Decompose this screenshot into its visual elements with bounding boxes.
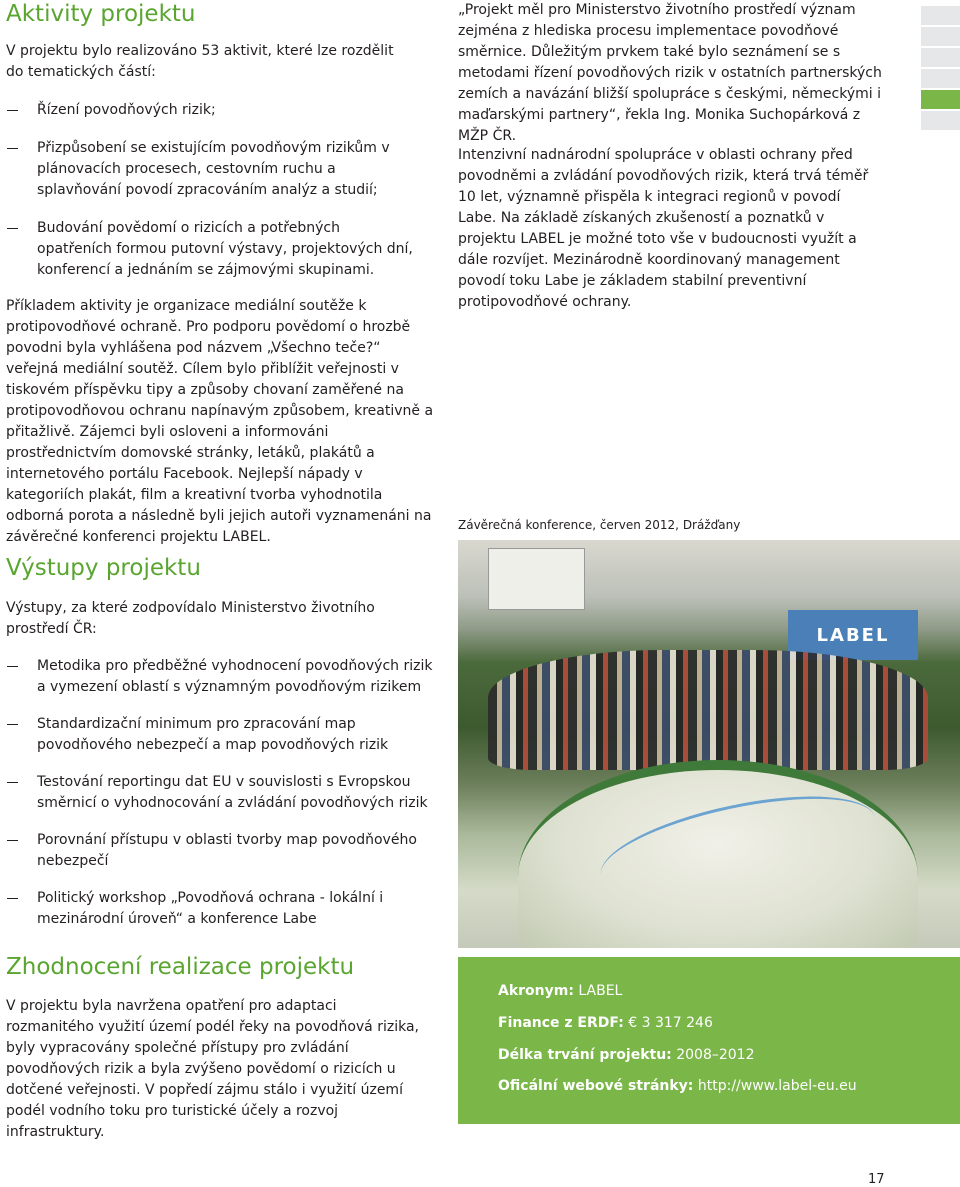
project-info-box (458, 957, 960, 1124)
section-tab (921, 27, 960, 46)
web-row (498, 1076, 857, 1096)
delka-row (498, 1045, 754, 1065)
conference-photo (458, 540, 960, 948)
aktivity-list (6, 100, 418, 281)
aktivity-paragraph: Příkladem aktivity je organizace mediální soutěže k protipovodňové ochraně. Pro podporu povědomí o hrozbě povodni byla vyhlášena pod názvem „Všechno teče?“ veřejná mediální soutěž. Cílem bylo přiblížit veřejnosti v tiskovém příspěvku tipy a způsoby chovaní zaměřené na protipovodňovou ochranu napínavým způsobem, kreativně a přitažlivě. Zájemci byli osloveni a informováni prostřednictvím domovské stránky, letáků, plakátů a internetového portálu Facebook. Nejlepší nápady v kategoriích plakát, film a kreativní tvorba vyhodnotila odborná porota a následně byli jejich autoři vyznamenáni na závěrečné konferenci projektu LABEL. (6, 298, 434, 545)
delka-value: 2008–2012 (676, 1047, 755, 1063)
cooperation-paragraph: Intenzivní nadnárodní spolupráce v oblasti ochrany před povodněmi a zvládání povodňových rizik, která trvá téměř 10 let, významně přispěla k integraci regionů v povodí Labe. Na základě získaných zkušeností a poznatků v projektu LABEL je možné toto vše v budoucnosti využít a dále rozvíjet. Mezinárodně koordinovaný management povodí toku Labe je základem stabilní preventivní protipovodňové ochrany. (458, 147, 869, 310)
web-label: Oficální webové stránky: (498, 1078, 694, 1094)
list-item: Testování reportingu dat EU v souvislosti s Evropskou směrnicí o vyhodnocování a zvládání povodňových rizik (6, 772, 434, 814)
list-item: Řízení povodňových rizik; (6, 100, 418, 121)
section-tab (921, 6, 960, 25)
list-item: Porovnání přístupu v oblasti tvorby map povodňového nebezpečí (6, 830, 434, 872)
list-item: Budování povědomí o rizicích a potřebných opatřeních formou putovní výstavy, projektových dní, konferencí a jednáním se zájmovými skupinami. (6, 218, 418, 281)
section-tabs (921, 6, 960, 132)
list-item: Politický workshop „Povodňová ochrana - lokální i mezinárodní úroveň“ a konference Labe (6, 888, 434, 930)
vystupy-intro: Výstupy, za které zodpovídalo Ministerstvo životního prostředí ČR: (6, 600, 375, 637)
finance-label: Finance z ERDF: (498, 1015, 624, 1031)
zhodnoceni-paragraph: V projektu byla navržena opatření pro adaptaci rozmanitého využití území podél řeky na povodňová rizika, byly vypracovány společné přístupy pro zvládání povodňových rizik a byla zvýšeno povědomí o rizicích u dotčené veřejnosti. V popředí zájmu stálo i využití území podél vodního toku pro turistické účely a rozvoj infrastruktury. (6, 998, 419, 1140)
list-item: Standardizační minimum pro zpracování map povodňového nebezpečí a map povodňových rizik (6, 714, 434, 756)
list-item: Přizpůsobení se existujícím povodňovým rizikům v plánovacích procesech, cestovním ruchu a splavňování povodí zpracováním analýz a studií; (6, 138, 418, 201)
quote-paragraph: „Projekt měl pro Ministerstvo životního prostředí význam zejména z hlediska procesu implementace povodňové směrnice. Důležitým prvkem také bylo seznámení se s metodami řízení povodňových rizik v ostatních partnerských zemích a navázání bližší spolupráce s českými, německými i maďarskými partnery“, řekla Ing. Monika Suchopárková z MŽP ČR. (458, 2, 882, 144)
label-banner: LABEL (788, 610, 918, 660)
section-tab (921, 69, 960, 88)
web-link[interactable]: http://www.label-eu.eu (697, 1078, 857, 1094)
delka-label: Délka trvání projektu: (498, 1047, 672, 1063)
section-tab (921, 48, 960, 67)
vystupy-list (6, 656, 434, 930)
group-of-people (488, 650, 928, 770)
akronym-value: LABEL (578, 983, 623, 999)
section-tab-active (921, 90, 960, 109)
aktivity-heading: Aktivity projektu (6, 1, 196, 27)
vystupy-heading: Výstupy projektu (6, 555, 201, 581)
projection-screen (488, 548, 585, 610)
zhodnoceni-heading: Zhodnocení realizace projektu (6, 954, 355, 980)
aktivity-intro: V projektu bylo realizováno 53 aktivit, které lze rozdělit do tematických částí: (6, 43, 394, 80)
finance-value: € 3 317 246 (628, 1015, 713, 1031)
section-tab (921, 111, 960, 130)
finance-row (498, 1013, 713, 1033)
akronym-row (498, 981, 622, 1001)
page-number: 17 (868, 1172, 885, 1187)
list-item: Metodika pro předběžné vyhodnocení povodňových rizik a vymezení oblastí s významným povodňovým rizikem (6, 656, 434, 698)
akronym-label: Akronym: (498, 983, 574, 999)
photo-caption: Závěrečná konference, červen 2012, Drážďany (458, 518, 741, 532)
